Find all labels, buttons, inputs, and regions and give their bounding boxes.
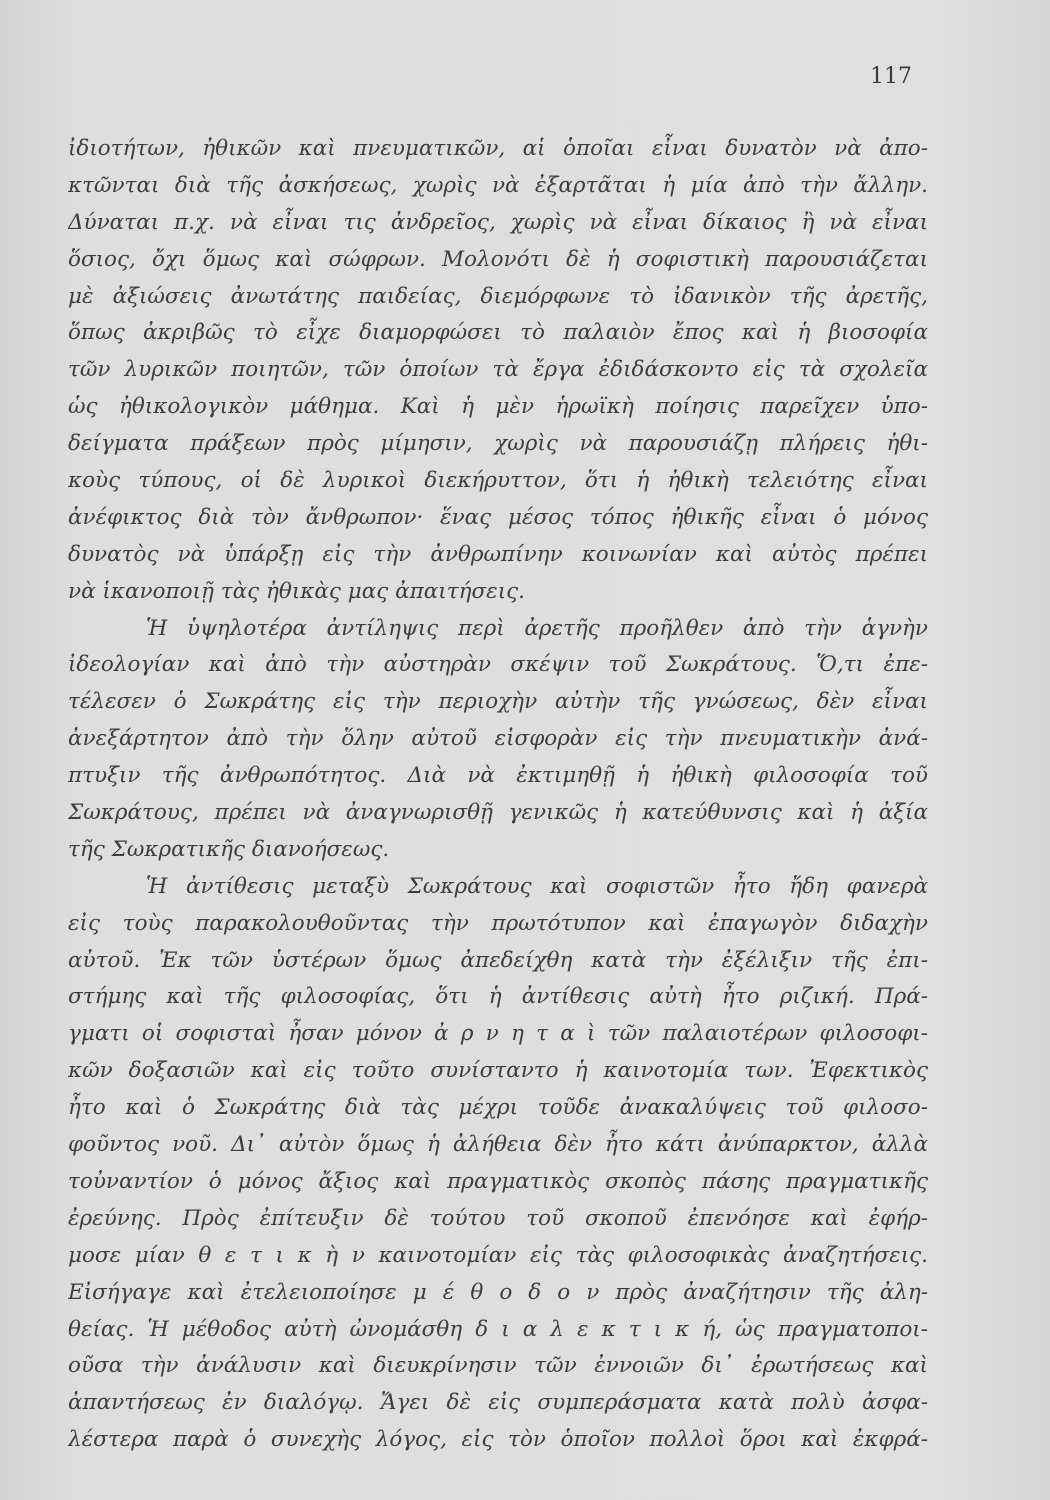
page-number: 117 <box>870 64 912 89</box>
text-line: ἰδεολογίαν καὶ ἀπὸ τὴν αὐστηρὰν σκέψιν τοῦ Σωκράτους. Ὅ,τι ἐπε- <box>68 652 928 678</box>
text-line: πτυξιν τῆς ἀνθρωπότητος. Διὰ νὰ ἐκτιμηθῇ ἡ ἠθικὴ φιλοσοφία τοῦ <box>68 763 928 789</box>
text-line: Δύναται π.χ. νὰ εἶναι τις ἀνδρεῖος, χωρὶς νὰ εἶναι δίκαιος ἢ νὰ εἶναι <box>68 209 928 235</box>
text-line: φοῦντος νοῦ. Δι᾽ αὐτὸν ὅμως ἡ ἀλήθεια δὲν ἦτο κάτι ἀνύπαρκτον, ἀλλὰ <box>68 1132 928 1158</box>
text-line: κοὺς τύπους, οἱ δὲ λυρικοὶ διεκήρυττον, ὅτι ἡ ἠθικὴ τελειότης εἶναι <box>68 468 928 494</box>
text-line: οῦσα τὴν ἀνάλυσιν καὶ διευκρίνησιν τῶν ἐννοιῶν δι᾽ ἐρωτήσεως καὶ <box>68 1353 928 1379</box>
text-line: ἀνεξάρτητον ἀπὸ τὴν ὅλην αὐτοῦ εἰσφορὰν εἰς τὴν πνευματικὴν ἀνά- <box>68 726 928 752</box>
text-line: ὅσιος, ὄχι ὅμως καὶ σώφρων. Μολονότι δὲ ἡ σοφιστικὴ παρουσιάζεται <box>68 246 928 272</box>
paragraph-first-line: Ἡ ἀντίθεσις μεταξὺ Σωκράτους καὶ σοφιστῶν ἦτο ἤδη φανερὰ <box>146 873 928 899</box>
text-line: δείγματα πράξεων πρὸς μίμησιν, χωρὶς νὰ παρουσιάζῃ πλήρεις ἠθι- <box>68 431 928 457</box>
text-line: θείας. Ἡ μέθοδος αὐτὴ ὠνομάσθη δ ι α λ ε κ τ ι κ ή, ὡς πραγματοποι- <box>68 1316 928 1342</box>
text-line: ἀνέφικτος διὰ τὸν ἄνθρωπον· ἕνας μέσος τόπος ἠθικῆς εἶναι ὁ μόνος <box>68 504 928 530</box>
text-line: ἐρεύνης. Πρὸς ἐπίτευξιν δὲ τούτου τοῦ σκοποῦ ἐπενόησε καὶ ἐφήρ- <box>68 1205 928 1231</box>
text-line: ὅπως ἀκριβῶς τὸ εἶχε διαμορφώσει τὸ παλαιὸν ἔπος καὶ ἡ βιοσοφία <box>68 320 928 346</box>
text-line: νὰ ἱκανοποιῇ τὰς ἠθικὰς μας ἀπαιτήσεις. <box>68 578 526 604</box>
text-line: τῶν λυρικῶν ποιητῶν, τῶν ὁποίων τὰ ἔργα ἐδιδάσκοντο εἰς τὰ σχολεῖα <box>68 357 928 383</box>
text-line: ὡς ἠθικολογικὸν μάθημα. Καὶ ἡ μὲν ἡρωϊκὴ ποίησις παρεῖχεν ὑπο- <box>68 394 928 420</box>
text-line: αὐτοῦ. Ἐκ τῶν ὑστέρων ὅμως ἀπεδείχθη κατὰ τὴν ἐξέλιξιν τῆς ἐπι- <box>68 947 928 973</box>
text-line: γματι οἱ σοφισταὶ ἦσαν μόνον ἀ ρ ν η τ α ὶ τῶν παλαιοτέρων φιλοσοφι- <box>68 1021 928 1047</box>
text-line: τέλεσεν ὁ Σωκράτης εἰς τὴν περιοχὴν αὐτὴν τῆς γνώσεως, δὲν εἶναι <box>68 689 928 715</box>
text-line: ἰδιοτήτων, ἠθικῶν καὶ πνευματικῶν, αἱ ὁποῖαι εἶναι δυνατὸν νὰ ἀπο- <box>68 136 928 161</box>
text-line: εἰς τοὺς παρακολουθοῦντας τὴν πρωτότυπον καὶ ἐπαγωγὸν διδαχὴν <box>68 910 928 936</box>
text-line: Εἰσήγαγε καὶ ἐτελειοποίησε μ έ θ ο δ ο ν πρὸς ἀναζήτησιν τῆς ἀλη- <box>68 1279 928 1305</box>
text-line: τοὐναντίον ὁ μόνος ἄξιος καὶ πραγματικὸς σκοπὸς πάσης πραγματικῆς <box>68 1168 928 1194</box>
text-line: κτῶνται διὰ τῆς ἀσκήσεως, χωρὶς νὰ ἐξαρτᾶται ἡ μία ἀπὸ τὴν ἄλλην. <box>68 172 928 198</box>
text-line: δυνατὸς νὰ ὑπάρξῃ εἰς τὴν ἀνθρωπίνην κοινωνίαν καὶ αὐτὸς πρέπει <box>68 541 928 567</box>
text-line: μοσε μίαν θ ε τ ι κ ὴ ν καινοτομίαν εἰς τὰς φιλοσοφικὰς ἀναζητήσεις. <box>68 1242 928 1268</box>
text-line: κῶν δοξασιῶν καὶ εἰς τοῦτο συνίσταντο ἡ καινοτομία των. Ἐφεκτικὸς <box>68 1058 928 1084</box>
body-text <box>68 131 928 1459</box>
text-line: λέστερα παρὰ ὁ συνεχὴς λόγος, εἰς τὸν ὁποῖον πολλοὶ ὅροι καὶ ἐκφρά- <box>68 1427 928 1453</box>
paragraph-first-line: Ἡ ὑψηλοτέρα ἀντίληψις περὶ ἀρετῆς προῆλθεν ἀπὸ τὴν ἁγνὴν <box>146 615 928 641</box>
text-line: μὲ ἀξιώσεις ἀνωτάτης παιδείας, διεμόρφωνε τὸ ἰδανικὸν τῆς ἀρετῆς, <box>68 283 928 309</box>
text-line: ἦτο καὶ ὁ Σωκράτης διὰ τὰς μέχρι τοῦδε ἀνακαλύψεις τοῦ φιλοσο- <box>68 1095 928 1121</box>
text-line: τῆς Σωκρατικῆς διανοήσεως. <box>68 836 390 862</box>
text-line: Σωκράτους, πρέπει νὰ ἀναγνωρισθῇ γενικῶς ἡ κατεύθυνσις καὶ ἡ ἀξία <box>68 800 928 826</box>
text-line: ἀπαντήσεως ἐν διαλόγῳ. Ἄγει δὲ εἰς συμπεράσματα κατὰ πολὺ ἀσφα- <box>68 1390 928 1416</box>
text-line: στήμης καὶ τῆς φιλοσοφίας, ὅτι ἡ ἀντίθεσις αὐτὴ ἦτο ριζική. Πρά- <box>68 984 928 1010</box>
